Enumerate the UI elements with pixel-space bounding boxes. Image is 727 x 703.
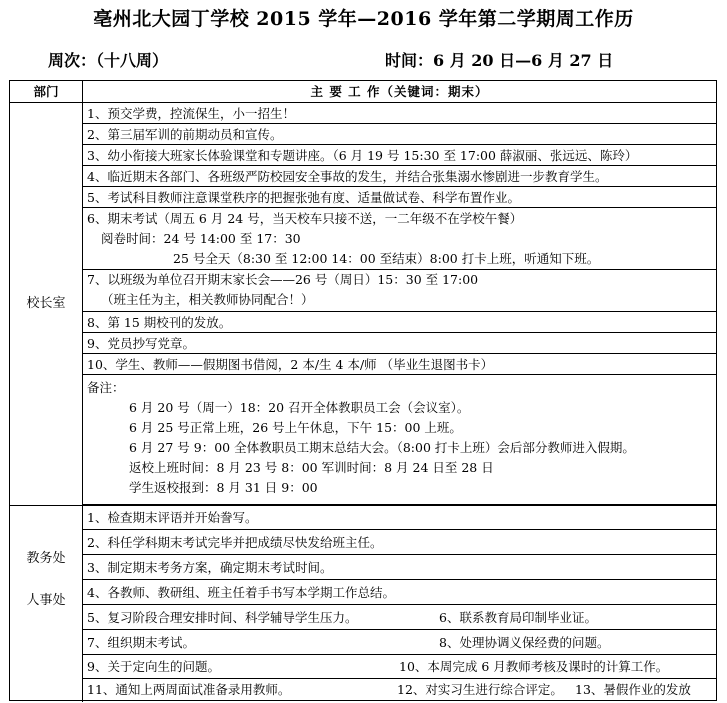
principal-item-3: 3、幼小衔接大班家长体验课堂和专题讲座。（6 月 19 号 15:30 至 17:00 薛淑丽、张远远、陈玲） bbox=[87, 148, 638, 163]
table-row bbox=[83, 333, 716, 354]
page-title: 亳州北大园丁学校 2015 学年—2016 学年第二学期周工作历 bbox=[93, 8, 634, 30]
table-row bbox=[83, 145, 716, 166]
principal-item-7-note: （班主任为主，相关教师协同配合！） bbox=[101, 292, 314, 307]
table-row bbox=[83, 208, 716, 270]
academic-item-3: 3、制定期末考务方案，确定期末考试时间。 bbox=[87, 560, 333, 575]
academic-item-13: 13、暑假作业的发放 bbox=[575, 682, 691, 697]
table-row bbox=[83, 354, 716, 375]
table-row bbox=[83, 312, 716, 333]
note-line: 学生返校报到：8 月 31 日 9：00 bbox=[129, 480, 318, 495]
notes-block bbox=[83, 375, 716, 505]
academic-item-7: 7、组织期末考试。 bbox=[87, 635, 195, 650]
academic-item-12: 12、对实习生进行综合评定。 bbox=[397, 682, 563, 697]
dept-academic-hr bbox=[10, 506, 83, 702]
academic-item-9: 9、关于定向生的问题。 bbox=[87, 659, 220, 674]
table-header bbox=[10, 81, 716, 103]
academic-item-8: 8、处理协调义保经费的问题。 bbox=[439, 635, 610, 650]
principal-item-7: 7、以班级为单位召开期末家长会——26 号（周日）15：30 至 17:00 bbox=[87, 272, 479, 287]
principal-item-1: 1、预交学费，控流保生，小一招生！ bbox=[87, 106, 295, 121]
dept-academic-affairs: 教务处 bbox=[26, 551, 66, 566]
table-row bbox=[83, 103, 716, 124]
note-line: 6 月 27 号 9：00 全体教职员工期末总结大会。（8:00 打卡上班）会后部分教师进入假期。 bbox=[129, 440, 635, 455]
notes-label: 备注： bbox=[87, 380, 125, 395]
header-main-work: 主 要 工 作（关键词：期末） bbox=[310, 84, 489, 99]
note-line: 6 月 25 号正常上班，26 号上午休息，下午 15：00 上班。 bbox=[129, 420, 462, 435]
table-row bbox=[83, 679, 716, 700]
principal-item-4: 4、临近期末各部门、各班级严防校园安全事故的发生，并结合张集溺水惨剧进一步教育学生。 bbox=[87, 169, 608, 184]
table-row bbox=[83, 630, 716, 655]
work-calendar-table bbox=[9, 80, 717, 701]
principal-item-2: 2、第三届军训的前期动员和宣传。 bbox=[87, 127, 283, 142]
week-number: 周次：（十八周） bbox=[48, 51, 169, 70]
table-row bbox=[83, 270, 716, 312]
principal-item-10: 10、学生、教师——假期图书借阅，2 本/生 4 本/师 （毕业生退图书卡） bbox=[87, 357, 494, 372]
note-line: 6 月 20 号（周一）18：20 召开全体教职员工会（会议室）。 bbox=[129, 400, 470, 415]
table-row bbox=[83, 530, 716, 555]
table-row bbox=[83, 580, 716, 605]
academic-item-11: 11、通知上两周面试准备录用教师。 bbox=[87, 682, 291, 697]
exam-grading-time-25: 25 号全天（8:30 至 12:00 14：00 至结束）8:00 打卡上班，听通知下班。 bbox=[173, 251, 600, 266]
principal-item-9: 9、党员抄写党章。 bbox=[87, 336, 195, 351]
table-row bbox=[83, 655, 716, 679]
table-row bbox=[83, 166, 716, 187]
table-row bbox=[83, 124, 716, 145]
academic-item-4: 4、各教师、教研组、班主任着手书写本学期工作总结。 bbox=[87, 585, 395, 600]
academic-item-5: 5、复习阶段合理安排时间、科学辅导学生压力。 bbox=[87, 610, 358, 625]
academic-item-10: 10、本周完成 6 月教师考核及课时的计算工作。 bbox=[399, 659, 669, 674]
academic-item-6: 6、联系教育局印制毕业证。 bbox=[439, 610, 597, 625]
table-row bbox=[83, 605, 716, 630]
header-department: 部门 bbox=[10, 81, 83, 102]
academic-item-2: 2、科任学科期末考试完毕并把成绩尽快发给班主任。 bbox=[87, 535, 383, 550]
note-line: 返校上班时间：8 月 23 号 8：00 军训时间：8 月 24 日至 28 日 bbox=[129, 460, 494, 475]
dept-principal-office: 校长室 bbox=[10, 103, 83, 505]
exam-grading-time: 阅卷时间：24 号 14:00 至 17：30 bbox=[101, 231, 301, 246]
table-row bbox=[83, 555, 716, 580]
principal-item-5: 5、考试科目教师注意课堂秩序的把握张弛有度、适量做试卷、科学布置作业。 bbox=[87, 190, 520, 205]
academic-item-1: 1、检查期末评语并开始誊写。 bbox=[87, 510, 258, 525]
table-row bbox=[83, 187, 716, 208]
date-range: 时间：6 月 20 日—6 月 27 日 bbox=[385, 51, 614, 70]
dept-personnel: 人事处 bbox=[26, 593, 66, 608]
table-row bbox=[83, 506, 716, 530]
principal-item-6: 6、期末考试（周五 6 月 24 号，当天校车只接不送，一二年级不在学校午餐） bbox=[87, 211, 523, 226]
principal-item-8: 8、第 15 期校刊的发放。 bbox=[87, 315, 232, 330]
